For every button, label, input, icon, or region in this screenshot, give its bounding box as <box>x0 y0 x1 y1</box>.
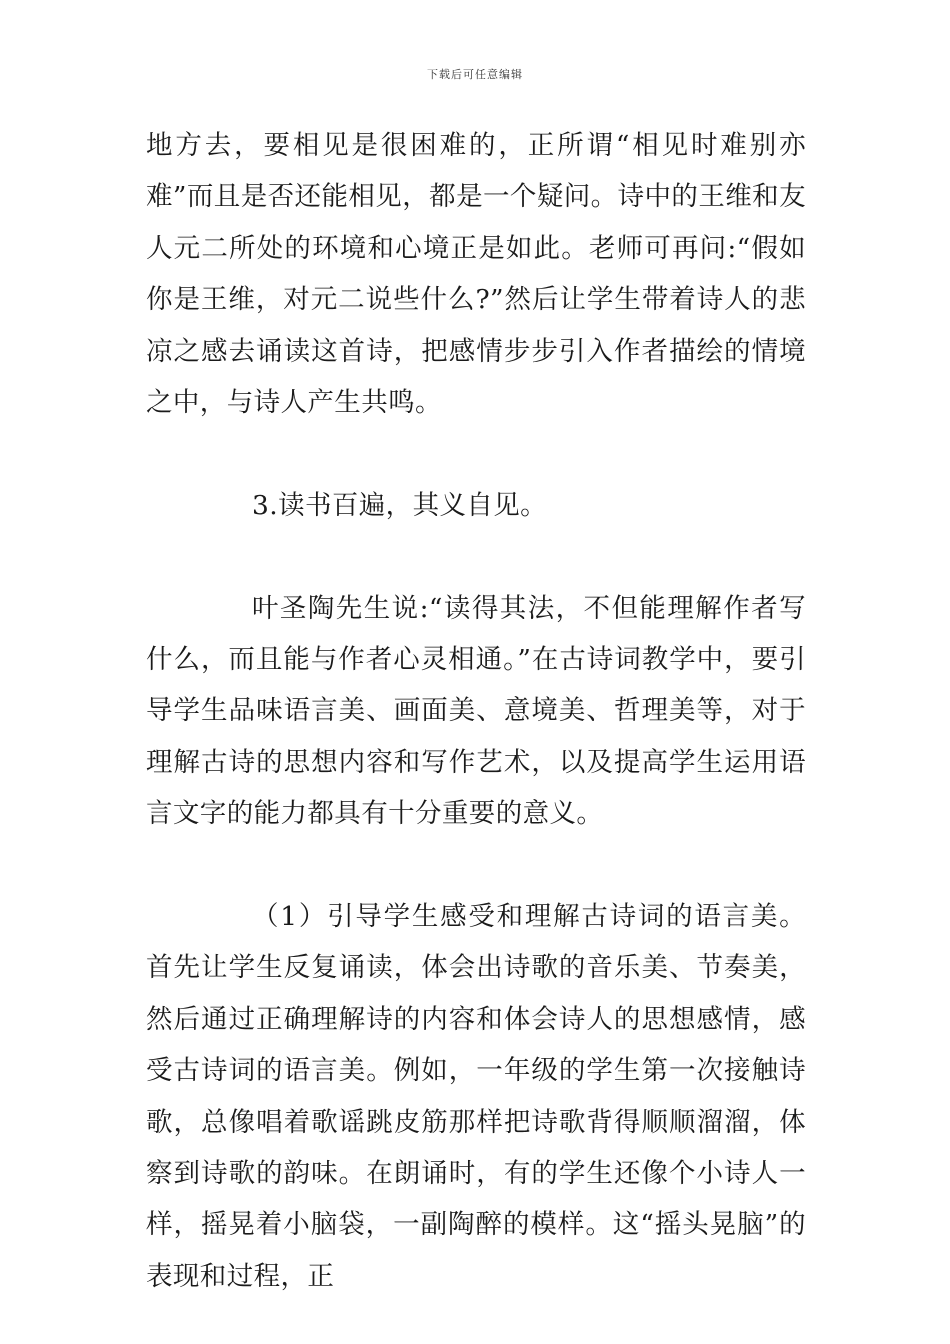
paragraph-gap <box>146 531 806 582</box>
paragraph-quote: 叶圣陶先生说:“读得其法，不但能理解作者写什么，而且能与作者心灵相通。”在古诗词教学中，要引导学生品味语言美、画面美、意境美、哲理美等，对于理解古诗的思想内容和写作艺术，以及提高学生运用语言文字的能力都具有十分重要的意义。 <box>146 592 806 830</box>
page-header: 下载后可任意编辑 <box>427 68 523 81</box>
paragraph-continuation: 地方去，要相见是很困难的，正所谓“相见时难别亦难”而且是否还能相见，都是一个疑问。诗中的王维和友人元二所处的环境和心境正是如此。老师可再问:“假如你是王维，对元二说些什么?”然后让学生带着诗人的悲凉之感去诵读这首诗，把感情步步引入作者描绘的情境之中，与诗人产生共鸣。 <box>146 130 806 419</box>
paragraph-language-beauty: （1）引导学生感受和理解古诗词的语言美。首先让学生反复诵读，体会出诗歌的音乐美、节奏美，然后通过正确理解诗的内容和体会诗人的思想感情，感受古诗词的语言美。例如，一年级的学生第一次接触诗歌，总像唱着歌谣跳皮筋那样把诗歌背得顺顺溜溜，体察到诗歌的韵味。在朗诵时，有的学生还像个小诗人一样，摇晃着小脑袋，一副陶醉的模样。这“摇头晃脑”的表现和过程，正 <box>146 901 806 1292</box>
section-heading: 3.读书百遍，其义自见。 <box>252 489 548 521</box>
paragraph-gap <box>146 428 806 479</box>
document-body <box>146 120 806 1302</box>
paragraph-gap <box>146 840 806 891</box>
